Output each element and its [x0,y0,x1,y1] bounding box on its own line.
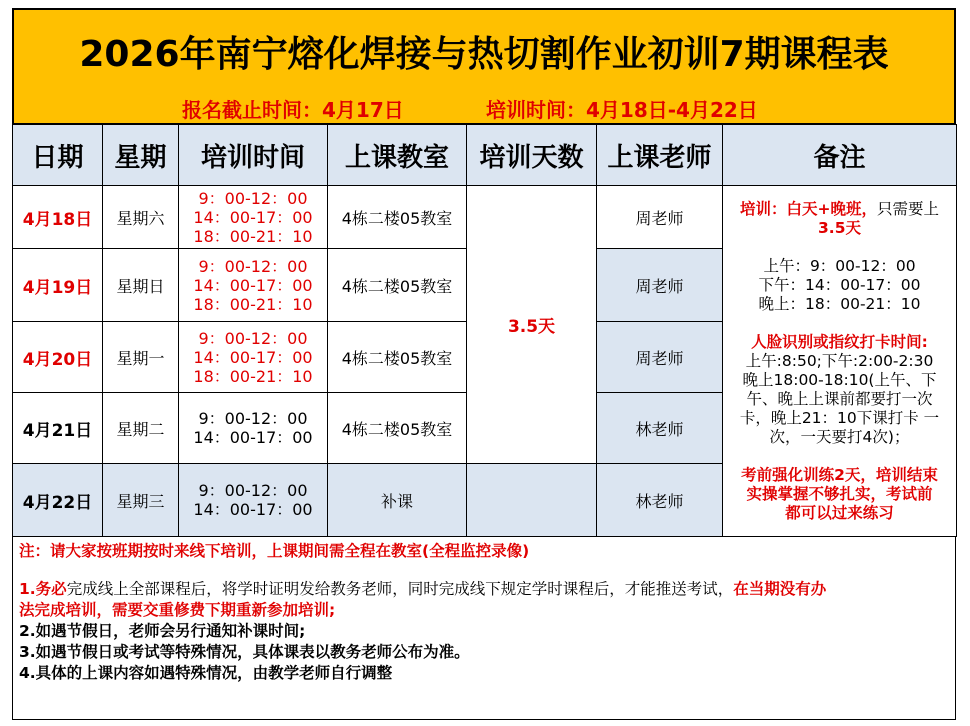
notes-schedule-line: 晚上：18：00-21：10 [758,294,921,313]
col-header-days: 培训天数 [467,125,597,186]
notes-practice-line: 实操掌握不够扎实，考试前 [746,484,933,503]
time-slot: 9：00-12：00 [198,188,308,208]
notes-checkin-line: 午、晚上上课前都要打一次 [746,389,933,408]
teacher-cell: 周老师 [597,322,723,393]
notes-checkin-line: 次，一天要打4次)； [769,427,910,446]
time-slot: 14：00-17：00 [193,500,313,519]
weekday-cell: 星期三 [103,464,179,537]
room-cell: 4栋二楼05教室 [328,393,467,464]
notes-cell [723,186,957,537]
time-slot: 9：00-12：00 [198,256,308,276]
notes-training-line: 培训：白天+晚班，只需要上 [739,199,939,218]
footer-item-4: 4.具体的上课内容如遇特殊情况，由教学老师自行调整 [19,664,393,682]
table-row [13,186,957,249]
training-days-empty-cell [467,464,597,537]
weekday-cell: 星期二 [103,393,179,464]
time-slot: 14：00-17：00 [193,275,313,295]
footer-item-2: 2.如遇节假日，老师会另行通知补课时间; [19,622,306,640]
notes-checkin-line: 上午:8:50;下午:2:00-2:30 [745,351,934,370]
col-header-teacher: 上课老师 [597,125,723,186]
footer-notice: 注：请大家按班期按时来线下培训，上课期间需全程在教室(全程监控录像) [19,542,530,560]
footer-item-1: 1.务必完成线上全部课程后，将学时证明发给教务老师，同时完成线下规定学时课程后，才能推送考试，在当期没有办 [19,580,827,598]
table-header-row [13,125,957,186]
notes-checkin-line: 晚上18:00-18:10(上午、下 [742,370,937,389]
date-cell: 4月20日 [13,322,103,393]
teacher-cell: 林老师 [597,393,723,464]
col-header-date: 日期 [13,125,103,186]
time-slot: 9：00-12：00 [198,409,308,428]
time-cell [179,393,328,464]
weekday-cell: 星期日 [103,249,179,322]
footer-item-1-cont: 法完成培训，需要交重修费下期重新参加培训; [19,601,336,619]
teacher-cell: 周老师 [597,249,723,322]
notes-checkin-line: 卡，晚上21：10下课打卡 一 [739,408,940,427]
time-slot: 9：00-12：00 [198,481,308,500]
schedule-table [12,124,957,537]
time-cell [179,322,328,393]
notes-practice-line: 考前强化训练2天，培训结束 [741,465,938,484]
time-slot: 18：00-21：10 [193,294,313,314]
footer-notes [12,536,956,720]
time-cell [179,464,328,537]
page-title: 2026年南宁熔化焊接与热切割作业初训7期课程表 [79,34,889,75]
time-slot: 14：00-17：00 [193,428,313,447]
time-cell [179,186,328,249]
time-slot: 18：00-21：10 [193,366,313,386]
footer-item-3: 3.如遇节假日或考试等特殊情况，具体课表以教务老师公布为准。 [19,643,470,661]
time-cell [179,249,328,322]
col-header-notes: 备注 [723,125,957,186]
room-cell: 4栋二楼05教室 [328,322,467,393]
teacher-cell: 林老师 [597,464,723,537]
date-cell: 4月22日 [13,464,103,537]
time-slot: 14：00-17：00 [193,207,313,227]
weekday-cell: 星期六 [103,186,179,249]
notes-schedule-line: 上午：9：00-12：00 [763,256,916,275]
weekday-cell: 星期一 [103,322,179,393]
time-slot: 18：00-21：10 [193,226,313,246]
training-period: 培训时间：4月18日-4月22日 [486,98,758,122]
notes-days: 3.5天 [818,218,861,237]
room-cell: 4栋二楼05教室 [328,186,467,249]
notes-checkin-title: 人脸识别或指纹打卡时间: [751,332,928,351]
time-slot: 9：00-12：00 [198,328,308,348]
header-banner [12,8,956,124]
col-header-room: 上课教室 [328,125,467,186]
training-days-cell: 3.5天 [467,186,597,464]
room-cell: 4栋二楼05教室 [328,249,467,322]
time-slot: 14：00-17：00 [193,347,313,367]
date-cell: 4月21日 [13,393,103,464]
notes-schedule-line: 下午：14：00-17：00 [758,275,921,294]
col-header-weekday: 星期 [103,125,179,186]
date-cell: 4月18日 [13,186,103,249]
col-header-time: 培训时间 [179,125,328,186]
date-cell: 4月19日 [13,249,103,322]
notes-practice-line: 都可以过来练习 [785,503,894,522]
signup-deadline: 报名截止时间：4月17日 [182,98,404,122]
room-cell: 补课 [328,464,467,537]
teacher-cell: 周老师 [597,186,723,249]
